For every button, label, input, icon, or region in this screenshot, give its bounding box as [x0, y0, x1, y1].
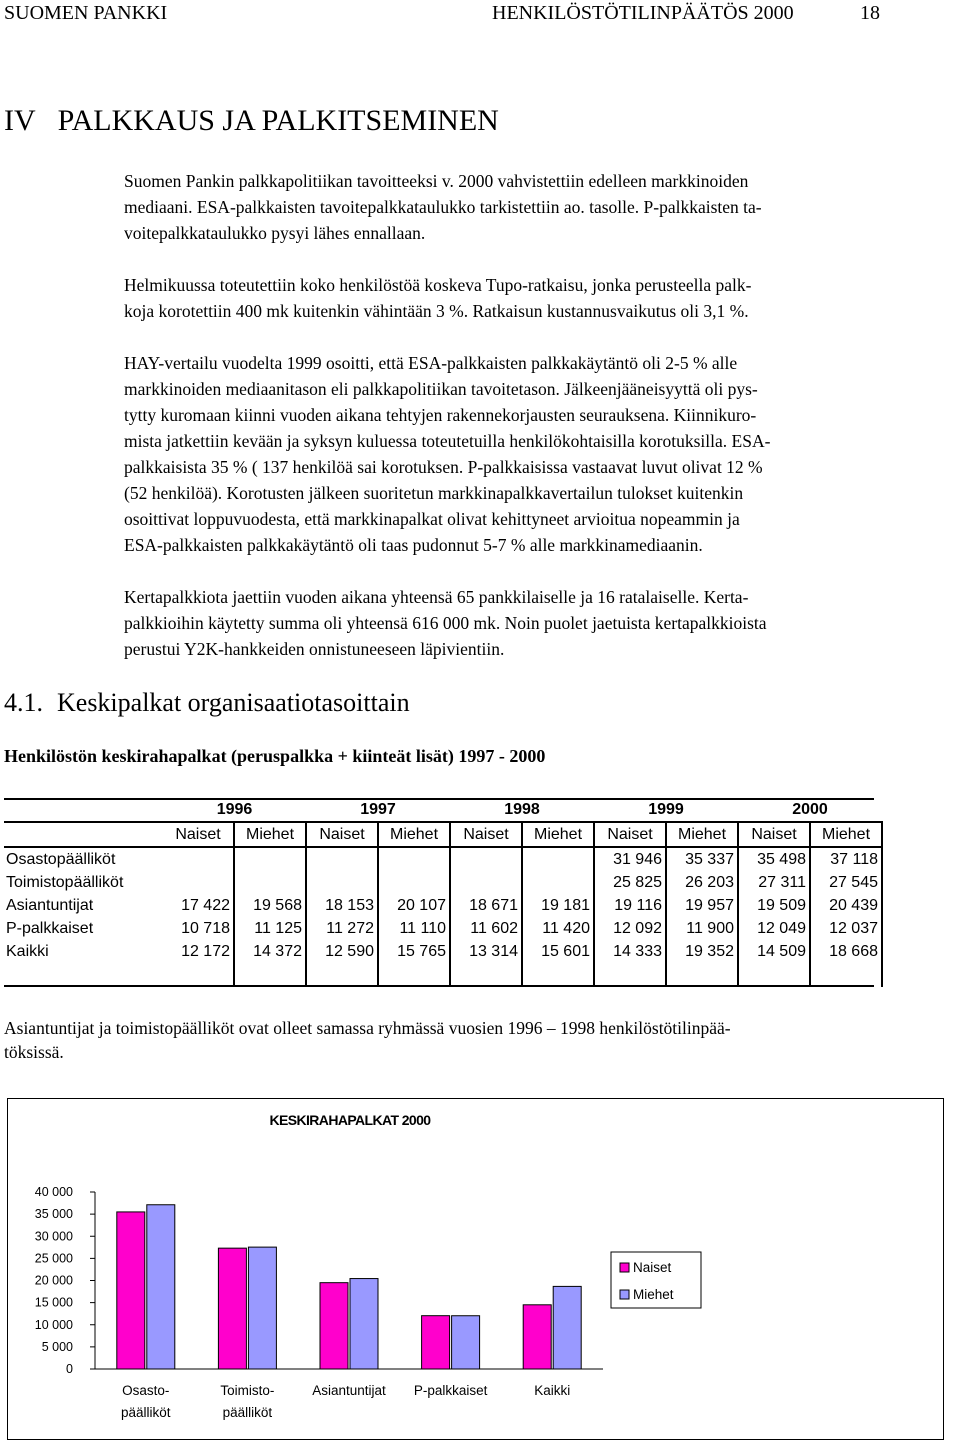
paragraph-line: (52 henkilöä). Korotusten jälkeen suoritetun markkinapalkkavertailun tulokset kuitenkin	[124, 483, 744, 503]
table-cell: 17 422	[163, 894, 234, 917]
table-row	[4, 940, 882, 963]
paragraph-line: Kertapalkkiota jaettiin vuoden aikana yhteensä 65 pankkilaiselle ja 16 ratalaiselle. Kerta-	[124, 587, 749, 607]
legend-swatch-miehet	[620, 1290, 629, 1299]
section-heading	[4, 688, 410, 718]
y-tick-label: 35 000	[34, 1207, 73, 1222]
sex-header: Naiset	[594, 822, 666, 847]
table-spacer	[738, 963, 810, 987]
bar-naiset	[422, 1316, 450, 1369]
table-spacer	[522, 963, 594, 987]
paragraph-line: HAY-vertailu vuodelta 1999 osoitti, että ESA-palkkaisten palkkakäytäntö oli 2-5 % alle	[124, 353, 738, 373]
bar-naiset	[320, 1283, 348, 1369]
table-cell: 37 118	[810, 847, 882, 871]
table-cell	[522, 847, 594, 871]
table-row	[4, 894, 882, 917]
bar-miehet	[350, 1279, 378, 1369]
paragraph-line: mista jatkettiin kevään ja syksyn kuluessa toteutetuilla henkilökohtaisilla korotuksilla. ESA-	[124, 431, 771, 451]
table-cell: 15 601	[522, 940, 594, 963]
table-corner	[4, 798, 163, 822]
paragraph-line: voitepalkkataulukko pysyi lähes ennallaan.	[124, 223, 426, 243]
chapter-heading	[4, 104, 499, 138]
salary-bar-chart	[8, 1099, 943, 1439]
table-spacer	[306, 963, 378, 987]
paragraph-line: palkkioihin käytetty summa oli yhteensä 616 000 mk. Noin puolet jaetuista kertapalkkioista	[124, 613, 767, 633]
x-tick-label: päälliköt	[121, 1405, 171, 1420]
y-tick-label: 5 000	[41, 1339, 73, 1354]
table-cell: 12 049	[738, 917, 810, 940]
table-spacer	[4, 963, 163, 987]
sex-header: Naiset	[163, 822, 234, 847]
note-line: Asiantuntijat ja toimistopäälliköt ovat olleet samassa ryhmässä vuosien 1996 – 1998 henkilöstötilinpää-	[4, 1018, 731, 1038]
salary-table	[4, 798, 883, 987]
table-year-row	[4, 798, 882, 822]
sex-header: Naiset	[450, 822, 522, 847]
section-number: 4.1.	[4, 688, 43, 717]
table-cell	[163, 871, 234, 894]
table-cell: 20 439	[810, 894, 882, 917]
sex-header: Miehet	[234, 822, 306, 847]
running-header-title: HENKILÖSTÖTILINPÄÄTÖS 2000	[492, 2, 794, 24]
x-tick-label: päälliköt	[222, 1405, 273, 1420]
year-header: 1997	[360, 800, 396, 818]
bar-miehet	[147, 1205, 175, 1369]
chapter-number: IV	[4, 104, 36, 137]
table-spacer	[450, 963, 522, 987]
legend-label-miehet: Miehet	[633, 1287, 674, 1302]
paragraph-line: mediaani. ESA-palkkaisten tavoitepalkkataulukko tarkistettiin ao. tasolle. P-palkkaisten ta-	[124, 197, 762, 217]
sex-header: Miehet	[810, 822, 882, 847]
y-tick-label: 40 000	[34, 1185, 73, 1199]
chapter-title: PALKKAUS JA PALKITSEMINEN	[57, 104, 499, 137]
bar-miehet	[452, 1316, 480, 1369]
bar-miehet	[248, 1247, 276, 1369]
table-cell: 27 311	[738, 871, 810, 894]
table-cell	[234, 847, 306, 871]
table-cell: 27 545	[810, 871, 882, 894]
table-cell: 11 420	[522, 917, 594, 940]
sex-header: Miehet	[666, 822, 738, 847]
paragraph-line: ESA-palkkaisten palkkakäytäntö oli taas pudonnut 5-7 % alle markkinamediaanin.	[124, 535, 703, 555]
paragraph-4	[124, 584, 944, 662]
paragraph-line: Suomen Pankin palkkapolitiikan tavoitteeksi v. 2000 vahvistettiin edelleen markkinoiden	[124, 171, 749, 191]
bar-naiset	[523, 1305, 551, 1369]
table-cell: 13 314	[450, 940, 522, 963]
y-tick-label: 30 000	[34, 1229, 73, 1244]
row-label: P-palkkaiset	[6, 919, 94, 937]
paragraph-3	[124, 350, 944, 558]
table-spacer-row	[4, 963, 882, 987]
table-cell: 14 509	[738, 940, 810, 963]
table-cell	[522, 871, 594, 894]
sex-header: Naiset	[738, 822, 810, 847]
table-cell: 15 765	[378, 940, 450, 963]
y-tick-label: 10 000	[34, 1317, 73, 1332]
table-cell	[306, 871, 378, 894]
table-cell: 10 718	[163, 917, 234, 940]
table-row	[4, 847, 882, 871]
year-header: 1999	[648, 800, 684, 818]
bar-miehet	[553, 1286, 581, 1369]
table-cell: 26 203	[666, 871, 738, 894]
year-header: 1998	[504, 800, 540, 818]
x-tick-label: Toimisto-	[220, 1383, 275, 1398]
table-cell: 14 333	[594, 940, 666, 963]
page-number: 18	[860, 2, 880, 24]
bar-naiset	[117, 1212, 145, 1369]
chart-title: KESKIRAHAPALKAT 2000	[269, 1112, 431, 1128]
table-cell: 19 568	[234, 894, 306, 917]
table-cell	[163, 847, 234, 871]
y-tick-label: 25 000	[34, 1251, 73, 1266]
table-cell: 11 900	[666, 917, 738, 940]
table-cell	[450, 871, 522, 894]
row-label: Toimistopäälliköt	[6, 873, 124, 891]
y-tick-label: 0	[66, 1362, 73, 1376]
table-cell: 18 668	[810, 940, 882, 963]
table-cell: 35 498	[738, 847, 810, 871]
table-note	[4, 1016, 934, 1064]
table-cell: 20 107	[378, 894, 450, 917]
paragraph-line: koja korotettiin 400 mk kuitenkin vähintään 3 %. Ratkaisun kustannusvaikutus oli 3,1 %.	[124, 301, 749, 321]
table-cell: 12 590	[306, 940, 378, 963]
paragraph-line: tytty kuromaan kiinni vuoden aikana tehtyjen rakennekorjausten seurauksena. Kiinnikuro-	[124, 405, 757, 425]
table-cell: 18 153	[306, 894, 378, 917]
legend-label-naiset: Naiset	[633, 1260, 672, 1275]
table-cell: 12 172	[163, 940, 234, 963]
table-spacer	[378, 963, 450, 987]
y-tick-label: 20 000	[34, 1273, 73, 1288]
table-cell	[378, 847, 450, 871]
table-bottom-rule	[4, 985, 874, 987]
paragraph-line: Helmikuussa toteutettiin koko henkilöstöä koskeva Tupo-ratkaisu, jonka perusteella palk-	[124, 275, 752, 295]
paragraph-2	[124, 272, 944, 324]
table-cell: 35 337	[666, 847, 738, 871]
paragraph-line: palkkaisista 35 % ( 137 henkilöä sai korotuksen. P-palkkaisissa vastaavat luvut olivat 12 %	[124, 457, 763, 477]
sex-header: Miehet	[522, 822, 594, 847]
table-cell	[450, 847, 522, 871]
note-line: töksissä.	[4, 1042, 64, 1062]
table-cell: 11 110	[378, 917, 450, 940]
x-tick-label: P-palkkaiset	[413, 1383, 488, 1398]
table-cell: 19 352	[666, 940, 738, 963]
table-cell	[306, 847, 378, 871]
table-sex-row	[4, 822, 882, 847]
row-label: Kaikki	[6, 942, 49, 960]
x-tick-label: Asiantuntijat	[312, 1383, 386, 1398]
year-header: 1996	[216, 800, 253, 818]
paragraph-1	[124, 168, 944, 246]
table-caption: Henkilöstön keskirahapalkat (peruspalkka + kiinteät lisät) 1997 - 2000	[4, 746, 546, 766]
table-spacer	[810, 963, 882, 987]
legend-swatch-naiset	[620, 1263, 629, 1272]
table-cell: 11 602	[450, 917, 522, 940]
table-cell	[234, 871, 306, 894]
x-tick-label: Kaikki	[534, 1383, 571, 1398]
table-cell: 25 825	[594, 871, 666, 894]
paragraph-line: markkinoiden mediaanitason eli palkkapolitiikan tavoitetason. Jälkeenjääneisyyttä oli pys-	[124, 379, 758, 399]
table-spacer	[234, 963, 306, 987]
chart-box	[7, 1098, 944, 1440]
paragraph-line: osoittivat loppuvuodesta, että markkinapalkat olivat kehittyneet arvioitua nopeammin ja	[124, 509, 740, 529]
table-spacer	[666, 963, 738, 987]
table-cell: 31 946	[594, 847, 666, 871]
table-corner	[4, 822, 163, 847]
sex-header: Miehet	[378, 822, 450, 847]
table-cell: 19 116	[594, 894, 666, 917]
sex-header: Naiset	[306, 822, 378, 847]
row-label: Osastopäälliköt	[4, 847, 163, 871]
row-label: Asiantuntijat	[6, 896, 94, 914]
table-spacer	[594, 963, 666, 987]
bar-naiset	[218, 1248, 246, 1369]
table-row	[4, 917, 882, 940]
table-cell: 14 372	[234, 940, 306, 963]
paragraph-line: perustui Y2K-hankkeiden onnistuneeseen läpivientiin.	[124, 639, 505, 659]
table-cell: 12 037	[810, 917, 882, 940]
x-tick-label: Osasto-	[122, 1383, 170, 1398]
table-cell: 18 671	[450, 894, 522, 917]
table-cell: 11 125	[234, 917, 306, 940]
year-header: 2000	[792, 800, 828, 818]
table-cell: 19 181	[522, 894, 594, 917]
y-tick-label: 15 000	[34, 1295, 73, 1310]
table-cell: 19 509	[738, 894, 810, 917]
table-row	[4, 871, 882, 894]
table-spacer	[163, 963, 234, 987]
table-cell: 11 272	[306, 917, 378, 940]
table-cell: 12 092	[594, 917, 666, 940]
table-cell	[378, 871, 450, 894]
section-title: Keskipalkat organisaatiotasoittain	[57, 688, 410, 717]
table-cell: 19 957	[666, 894, 738, 917]
running-header-left: SUOMEN PANKKI	[4, 2, 168, 24]
